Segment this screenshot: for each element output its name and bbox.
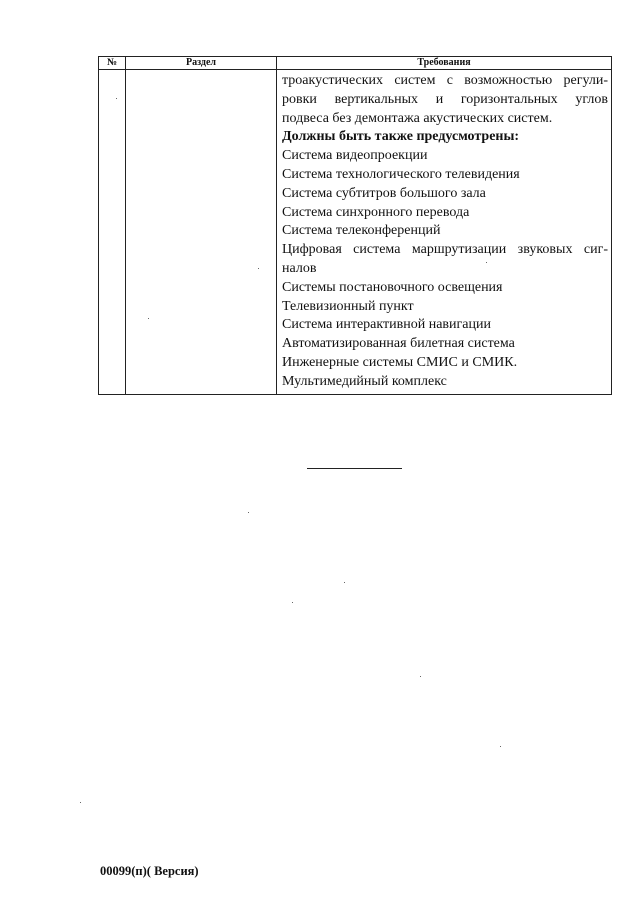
requirement-line: Системы постановочного освещения — [282, 279, 503, 295]
scan-speck — [486, 262, 487, 263]
requirement-line: Система технологического телевидения — [282, 166, 520, 182]
requirement-line: ровки вертикальных и горизонтальных углов — [282, 91, 608, 107]
cell-number — [99, 70, 126, 395]
requirement-line: Система телеконференций — [282, 223, 441, 239]
cell-requirements — [277, 70, 612, 395]
table-header-row — [99, 57, 612, 70]
scan-speck — [148, 318, 149, 319]
requirement-line: Система субтитров большого зала — [282, 185, 486, 201]
requirement-line: Система интерактивной навигации — [282, 317, 491, 333]
scan-speck — [80, 802, 81, 803]
scan-speck — [420, 676, 421, 677]
requirements-subheading: Должны быть также предусмотрены: — [282, 129, 520, 145]
requirements-table — [98, 56, 612, 395]
requirement-line: Инженерные системы СМИС и СМИК. — [282, 354, 518, 370]
section-divider — [307, 468, 402, 469]
scan-speck — [258, 268, 259, 269]
scan-speck — [116, 98, 117, 99]
requirement-line: Мультимедийный комплекс — [282, 373, 447, 389]
requirement-line: подвеса без демонтажа акустических систем. — [282, 110, 553, 126]
requirement-line: Телевизионный пункт — [282, 298, 414, 314]
requirement-line: Цифровая система маршрутизации звуковых сиг- — [282, 242, 608, 258]
scan-speck — [248, 512, 249, 513]
header-requirements: Требования — [277, 57, 612, 70]
scan-speck — [292, 602, 293, 603]
header-number: № — [99, 57, 126, 70]
scan-speck — [344, 582, 345, 583]
header-section: Раздел — [126, 57, 277, 70]
requirement-line: Автоматизированная билетная система — [282, 336, 515, 352]
requirement-line: Система синхронного перевода — [282, 204, 470, 220]
scan-speck — [500, 746, 501, 747]
table-row — [99, 70, 612, 395]
document-id-footer: 00099(п)( Версия) — [100, 864, 199, 878]
cell-section — [126, 70, 277, 395]
requirement-line: Система видеопроекции — [282, 148, 428, 164]
requirement-line: налов — [282, 260, 317, 276]
requirement-line: троакустических систем с возможностью регули- — [282, 73, 608, 88]
